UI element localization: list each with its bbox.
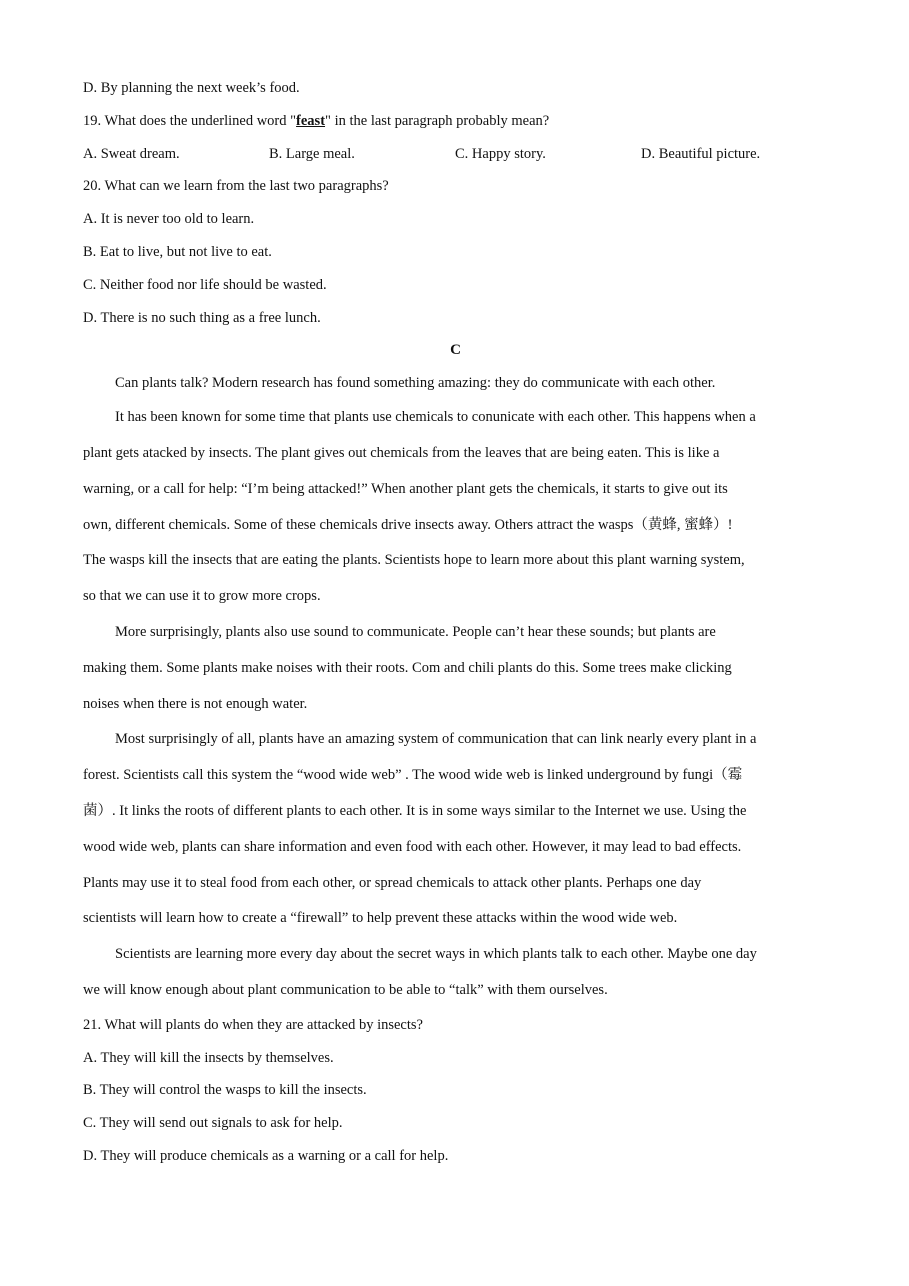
q21-option-c: C. They will send out signals to ask for help. bbox=[83, 1115, 343, 1132]
q19-stem bbox=[83, 105, 828, 138]
paragraph-line: warning, or a call for help: “I’m being attacked!” When another plant gets the chemicals, it starts to give out its bbox=[83, 480, 728, 497]
q21-stem: 21. What will plants do when they are attacked by insects? bbox=[83, 1016, 423, 1033]
paragraph-line: plant gets atacked by insects. The plant gives out chemicals from the leaves that are being eaten. This is like a bbox=[83, 444, 720, 461]
paragraph-line: scientists will learn how to create a “firewall” to help prevent these attacks within the wood wide web. bbox=[83, 910, 678, 927]
q19-option-a: A. Sweat dream. bbox=[83, 145, 180, 162]
passage-paragraph-5 bbox=[83, 937, 828, 1009]
q20-option-a: A. It is never too old to learn. bbox=[83, 211, 255, 228]
paragraph-line: forest. Scientists call this system the “wood wide web” . The wood wide web is linked underground by fungi（霉 bbox=[83, 767, 743, 784]
document-page bbox=[83, 72, 828, 1173]
paragraph-line: own, different chemicals. Some of these chemicals drive insects away. Others attract the wasps（黄蜂, 蜜蜂）! bbox=[83, 516, 733, 533]
paragraph-line: making them. Some plants make noises with their roots. Com and chili plants do this. Some trees make clicking bbox=[83, 659, 732, 676]
paragraph-line: 菌）. It links the roots of different plants to each other. It is in some ways similar to the Internet we use. Using the bbox=[83, 802, 747, 819]
q19-option-c: C. Happy story. bbox=[455, 145, 546, 162]
paragraph-line: It has been known for some time that plants use chemicals to conunicate with each other. This happens when a bbox=[115, 409, 756, 426]
passage-paragraph-2 bbox=[83, 400, 828, 615]
q20-stem: 20. What can we learn from the last two paragraphs? bbox=[83, 178, 389, 195]
q21-option-a: A. They will kill the insects by themselves. bbox=[83, 1049, 334, 1066]
q18-option-d: D. By planning the next week’s food. bbox=[83, 80, 300, 96]
passage-paragraph-3 bbox=[83, 615, 828, 722]
paragraph-line: we will know enough about plant communication to be able to “talk” with them ourselves. bbox=[83, 981, 608, 998]
q20-option-b: B. Eat to live, but not live to eat. bbox=[83, 243, 272, 260]
q21-option-d: D. They will produce chemicals as a warning or a call for help. bbox=[83, 1147, 449, 1164]
paragraph-line: More surprisingly, plants also use sound to communicate. People can’t hear these sounds; but plants are bbox=[115, 623, 716, 640]
q19-option-b: B. Large meal. bbox=[269, 145, 355, 162]
paragraph-line: noises when there is not enough water. bbox=[83, 695, 308, 712]
underlined-word-feast: feast bbox=[296, 112, 326, 129]
passage-paragraph-4 bbox=[83, 722, 828, 937]
q20-option-c: C. Neither food nor life should be wasted. bbox=[83, 276, 327, 293]
q19-stem-pre: 19. What does the underlined word " bbox=[83, 112, 297, 129]
q19-stem-post: " in the last paragraph probably mean? bbox=[325, 112, 550, 129]
paragraph-line: so that we can use it to grow more crops. bbox=[83, 588, 321, 605]
paragraph-line: Most surprisingly of all, plants have an amazing system of communication that can link nearly every plant in a bbox=[115, 731, 757, 748]
passage-paragraph-1: Can plants talk? Modern research has found something amazing: they do communicate with each other. bbox=[115, 375, 716, 392]
paragraph-line: Plants may use it to steal food from each other, or spread chemicals to attack other plants. Perhaps one day bbox=[83, 874, 702, 891]
q20-option-d: D. There is no such thing as a free lunch. bbox=[83, 309, 321, 326]
q19-option-d: D. Beautiful picture. bbox=[641, 145, 761, 162]
paragraph-line: The wasps kill the insects that are eating the plants. Scientists hope to learn more about this plant warning system, bbox=[83, 552, 745, 569]
q19-options bbox=[83, 138, 828, 171]
paragraph-line: Scientists are learning more every day about the secret ways in which plants talk to each other. Maybe one day bbox=[115, 946, 757, 963]
section-title: C bbox=[450, 342, 461, 359]
q21-option-b: B. They will control the wasps to kill the insects. bbox=[83, 1082, 367, 1099]
paragraph-line: wood wide web, plants can share information and even food with each other. However, it may lead to bad effects. bbox=[83, 838, 742, 855]
